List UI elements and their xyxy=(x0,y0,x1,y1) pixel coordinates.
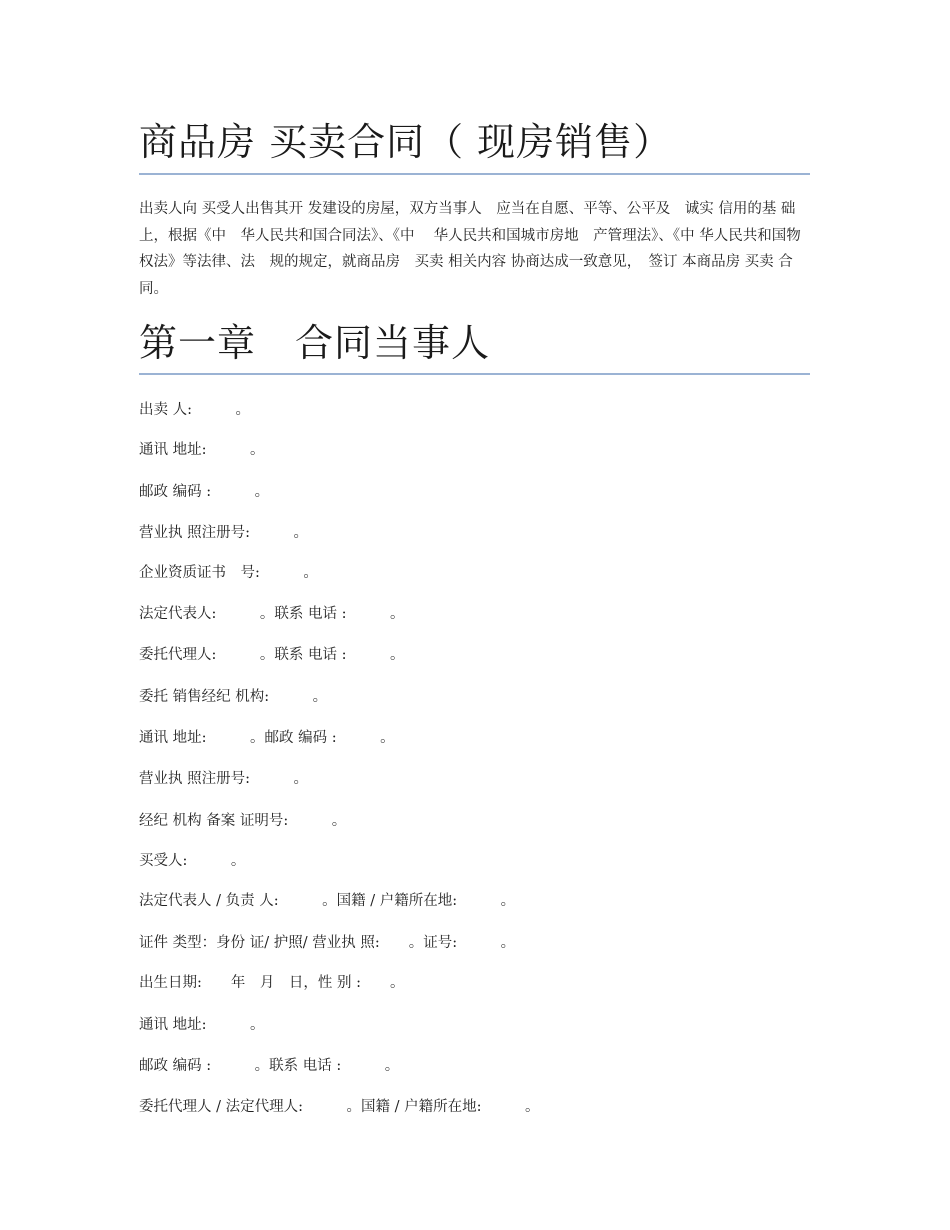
field-agency-address: 通讯 地址: 。邮政 编码 : 。 xyxy=(139,730,395,746)
field-qualification-cert: 企业资质证书 号: 。 xyxy=(139,565,318,581)
field-agency-record: 经纪 机构 备案 证明号: 。 xyxy=(139,813,347,829)
document-title: 商品房 买卖合同（ 现房销售） xyxy=(139,120,673,164)
field-business-license: 营业执 照注册号: 。 xyxy=(139,525,308,541)
field-sales-agency: 委托 销售经纪 机构: 。 xyxy=(139,689,328,705)
intro-paragraph: 出卖人向 买受人出售其开 发建设的房屋，双方当事人 应当在自愿、平等、公平及 诚实 信用的基 础上，根据《中 华人民共和国合同法》、《中 华人民共和国城市房地 产管理法》、《中 华人民共和国物 权法》等法律、法 规的规定，就商品房 买卖 相关内容 协商达成一致意见， 签订 本商品房 买卖 合同。 xyxy=(139,201,816,297)
field-agent: 委托代理人: 。联系 电话 : 。 xyxy=(139,647,405,663)
field-buyer-legal-rep: 法定代表人 / 负责 人: 。国籍 / 户籍所在地: 。 xyxy=(139,893,516,909)
field-agency-license: 营业执 照注册号: 。 xyxy=(139,771,308,787)
field-buyer-postcode: 邮政 编码 : 。联系 电话 : 。 xyxy=(139,1058,400,1074)
field-seller-postcode: 邮政 编码 : 。 xyxy=(139,484,270,500)
field-seller-address: 通讯 地址: 。 xyxy=(139,442,265,458)
chapter-title: 第一章 合同当事人 xyxy=(139,321,491,365)
field-buyer-address: 通讯 地址: 。 xyxy=(139,1017,265,1033)
title-divider xyxy=(139,173,810,175)
field-id-type: 证件 类型：身份 证/ 护照/ 营业执 照: 。证号: 。 xyxy=(139,935,516,951)
field-buyer: 买受人: 。 xyxy=(139,853,246,869)
field-birth-date: 出生日期: 年 月 日，性 别 : 。 xyxy=(139,975,405,991)
field-seller: 出卖 人: 。 xyxy=(139,402,250,418)
chapter-divider xyxy=(139,373,810,375)
field-legal-rep: 法定代表人: 。联系 电话 : 。 xyxy=(139,606,405,622)
field-buyer-agent: 委托代理人 / 法定代理人: 。国籍 / 户籍所在地: 。 xyxy=(139,1099,540,1115)
